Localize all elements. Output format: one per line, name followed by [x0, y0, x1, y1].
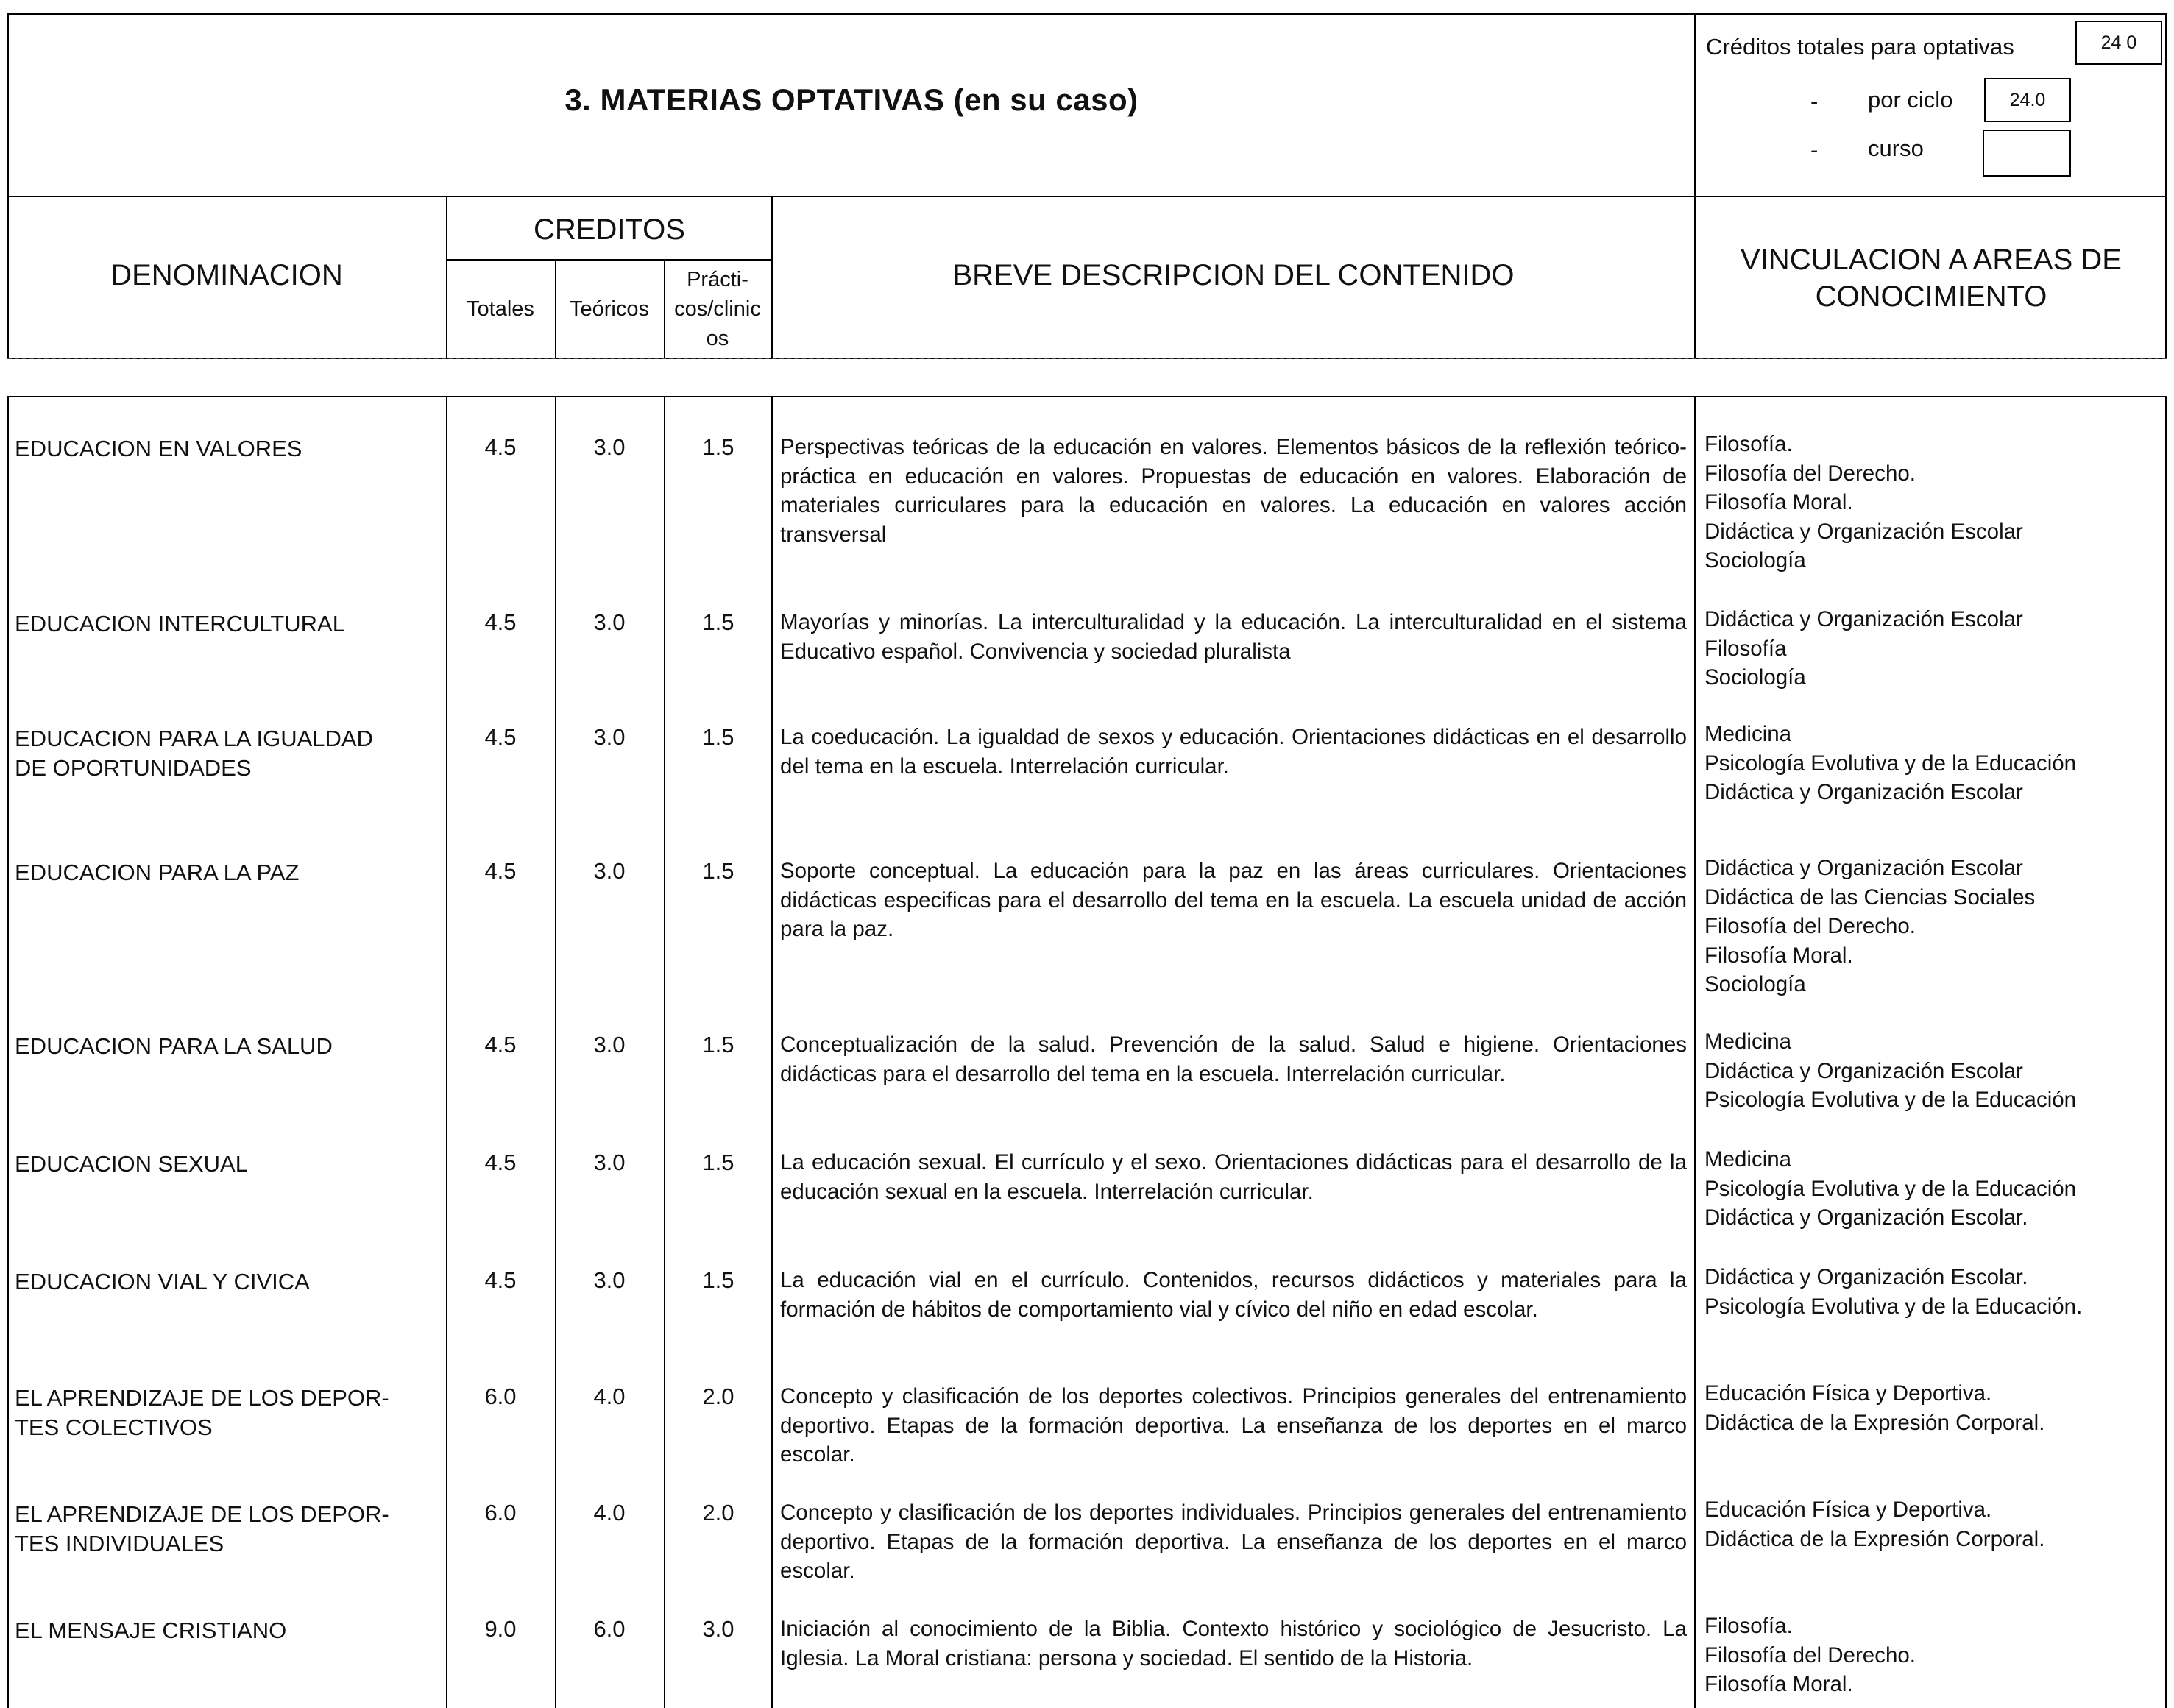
subject-name	[15, 724, 427, 783]
credits-totales: 4.5	[484, 434, 517, 460]
subject-name	[15, 434, 427, 464]
credits-practicos: 1.5	[702, 1149, 734, 1175]
subject-name-line: EL APRENDIZAJE DE LOS DEPOR-	[15, 1385, 389, 1411]
subject-name-line: TES INDIVIDUALES	[15, 1531, 224, 1556]
knowledge-area-item: Filosofía.	[1704, 1614, 1793, 1638]
knowledge-area-item: Medicina	[1704, 722, 1792, 746]
credits-totales: 4.5	[484, 1032, 517, 1057]
body-left-border	[7, 396, 9, 1708]
knowledge-area-item: Didáctica y Organización Escolar	[1704, 856, 2023, 880]
subject-description: La coeducación. La igualdad de sexos y educación. Orientaciones didácticas en el desarrollo del tema en la escuela. Interrelación curricular.	[780, 725, 1687, 779]
knowledge-area-item: Filosofía Moral.	[1704, 1672, 1853, 1696]
credits-practicos: 1.5	[702, 858, 734, 884]
col-header-vinculacion-line1: VINCULACION A AREAS DE	[1741, 244, 2122, 276]
body-divider-1	[446, 396, 447, 1708]
credits-teoricos: 3.0	[593, 1149, 626, 1175]
credits-totales: 4.5	[484, 609, 517, 635]
credits-total-value: 24 0	[2075, 21, 2162, 65]
knowledge-area-item: Filosofía Moral.	[1704, 943, 1853, 968]
knowledge-area-item: Didáctica y Organización Escolar.	[1704, 1205, 2028, 1230]
subject-name	[15, 1500, 427, 1559]
credits-totales: 4.5	[484, 724, 517, 750]
credits-totales: 6.0	[484, 1500, 517, 1525]
subject-name	[15, 1383, 427, 1442]
knowledge-area-item: Didáctica y Organización Escolar	[1704, 607, 2023, 631]
credits-practicos: 3.0	[702, 1616, 734, 1642]
body-divider-4	[771, 396, 773, 1708]
knowledge-areas	[1704, 720, 2161, 807]
credits-totales: 6.0	[484, 1383, 517, 1409]
col-header-denominacion: DENOMINACION	[110, 259, 343, 291]
credits-practicos: 1.5	[702, 724, 734, 750]
body-top-border	[7, 396, 2167, 397]
subject-description: Soporte conceptual. La educación para la paz en las áreas curriculares. Orientaciones didácticas especificas para el desarrollo del tema en la escuela. La escuela unidad de acción para la paz.	[780, 859, 1687, 941]
credits-practicos: 1.5	[702, 1267, 734, 1293]
per-cycle-label: por ciclo	[1868, 87, 1953, 113]
credits-practicos: 2.0	[702, 1500, 734, 1525]
subject-description: Iniciación al conocimiento de la Biblia. Contexto histórico y sociológico de Jesucristo. La Iglesia. La Moral cristiana: persona y sociedad. El sentido de la Historia.	[780, 1617, 1687, 1670]
knowledge-area-item: Psicología Evolutiva y de la Educación.	[1704, 1294, 2083, 1319]
subject-name	[15, 1032, 427, 1061]
subject-description: Concepto y clasificación de los deportes individuales. Principios generales del entrenamiento deportivo. Etapas de la formación deportiva. La enseñanza de los deportes en el marco escolar.	[780, 1500, 1687, 1583]
col-header-creditos: CREDITOS	[534, 213, 685, 246]
col-header-practicos-line2: cos/clinic	[674, 297, 761, 321]
knowledge-area-item: Didáctica y Organización Escolar	[1704, 780, 2023, 804]
subject-description: Concepto y clasificación de los deportes colectivos. Principios generales del entrenamiento deportivo. Etapas de la formación deportiva. La enseñanza de los deportes en el marco escolar.	[780, 1384, 1687, 1467]
col-header-descripcion: BREVE DESCRIPCION DEL CONTENIDO	[952, 259, 1515, 291]
subject-name-line: EDUCACION PARA LA PAZ	[15, 860, 300, 885]
subject-description: La educación sexual. El currículo y el sexo. Orientaciones didácticas para el desarrollo de la educación sexual en la escuela. Interrelación curricular.	[780, 1150, 1687, 1204]
col-header-practicos	[664, 265, 771, 353]
knowledge-areas	[1704, 1027, 2161, 1115]
knowledge-area-item: Didáctica de la Expresión Corporal.	[1704, 1410, 2045, 1435]
subject-description: Perspectivas teóricas de la educación en valores. Elementos básicos de la reflexión teórico-práctica en educación en valores. Propuestas de educación en valores. Elaboración de materiales curriculares para la educación en valores. La educación en valores acción transversal	[780, 435, 1687, 547]
knowledge-areas	[1704, 1379, 2161, 1437]
credits-totales: 4.5	[484, 1267, 517, 1293]
credits-teoricos: 3.0	[593, 858, 626, 884]
knowledge-area-item: Didáctica y Organización Escolar.	[1704, 1265, 2028, 1289]
subject-name	[15, 609, 427, 639]
subject-description: Mayorías y minorías. La interculturalidad y la educación. La interculturalidad en el sistema Educativo español. Convivencia y sociedad pluralista	[780, 610, 1687, 664]
knowledge-area-item: Medicina	[1704, 1030, 1792, 1054]
credits-teoricos: 3.0	[593, 609, 626, 635]
knowledge-area-item: Educación Física y Deportiva.	[1704, 1498, 1992, 1522]
knowledge-area-item: Didáctica de las Ciencias Sociales	[1704, 885, 2036, 910]
per-cycle-dash: -	[1810, 88, 1819, 114]
knowledge-area-item: Didáctica de la Expresión Corporal.	[1704, 1526, 2045, 1551]
knowledge-area-item: Medicina	[1704, 1147, 1792, 1172]
col-header-totales: Totales	[467, 297, 534, 321]
knowledge-areas	[1704, 1612, 2161, 1699]
knowledge-area-item: Sociología	[1704, 665, 1806, 690]
knowledge-area-item: Filosofía.	[1704, 432, 1793, 456]
creditos-underline	[446, 259, 773, 261]
body-divider-3	[664, 396, 665, 1708]
col-header-vinculacion-line2: CONOCIMIENTO	[1815, 280, 2047, 313]
header-bottom-dash	[7, 358, 2167, 359]
knowledge-area-item: Psicología Evolutiva y de la Educación	[1704, 1176, 2077, 1201]
knowledge-areas	[1704, 1263, 2161, 1321]
credits-teoricos: 4.0	[593, 1383, 626, 1409]
knowledge-areas	[1704, 1145, 2161, 1233]
knowledge-area-item: Filosofía Moral.	[1704, 490, 1853, 514]
col-header-teoricos: Teóricos	[570, 297, 649, 321]
knowledge-area-item: Psicología Evolutiva y de la Educación	[1704, 751, 2077, 776]
knowledge-area-item: Filosofía del Derecho.	[1704, 1643, 1916, 1668]
knowledge-area-item: Didáctica y Organización Escolar	[1704, 1058, 2023, 1083]
subject-name-line: EDUCACION SEXUAL	[15, 1151, 248, 1177]
subject-name	[15, 858, 427, 887]
credits-practicos: 1.5	[702, 609, 734, 635]
per-course-value	[1983, 130, 2071, 177]
col-header-vinculacion	[1696, 241, 2167, 315]
credits-totales: 9.0	[484, 1616, 517, 1642]
subject-name-line: EDUCACION VIAL Y CIVICA	[15, 1269, 310, 1294]
subject-name-line: EDUCACION PARA LA SALUD	[15, 1033, 333, 1059]
credits-teoricos: 3.0	[593, 434, 626, 460]
knowledge-area-item: Filosofía del Derecho.	[1704, 461, 1916, 486]
knowledge-areas	[1704, 430, 2161, 575]
credits-teoricos: 4.0	[593, 1500, 626, 1525]
credits-practicos: 1.5	[702, 1032, 734, 1057]
knowledge-area-item: Didáctica y Organización Escolar	[1704, 519, 2023, 544]
knowledge-area-item: Filosofía del Derecho.	[1704, 914, 1916, 938]
per-cycle-value: 24.0	[1984, 78, 2071, 122]
subject-name	[15, 1616, 427, 1645]
credits-totales: 4.5	[484, 1149, 517, 1175]
header-divider	[7, 196, 2167, 197]
knowledge-area-item: Sociología	[1704, 972, 1806, 996]
subject-name	[15, 1267, 427, 1297]
credits-practicos: 2.0	[702, 1383, 734, 1409]
knowledge-area-item: Filosofía	[1704, 636, 1787, 661]
knowledge-area-item: Educación Física y Deportiva.	[1704, 1381, 1992, 1406]
subject-name-line: DE OPORTUNIDADES	[15, 755, 252, 781]
subject-name-line: EDUCACION EN VALORES	[15, 436, 302, 461]
col-header-practicos-line1: Prácti-	[687, 268, 748, 291]
credits-practicos: 1.5	[702, 434, 734, 460]
credits-totales: 4.5	[484, 858, 517, 884]
subject-name-line: EL MENSAJE CRISTIANO	[15, 1617, 287, 1643]
knowledge-area-item: Psicología Evolutiva y de la Educación	[1704, 1088, 2077, 1112]
credits-total-label: Créditos totales para optativas	[1706, 34, 2014, 60]
subject-name-line: EDUCACION PARA LA IGUALDAD	[15, 726, 373, 751]
body-divider-2	[555, 396, 556, 1708]
credits-teoricos: 6.0	[593, 1616, 626, 1642]
subject-description: Conceptualización de la salud. Prevención de la salud. Salud e higiene. Orientaciones didácticas para el desarrollo del tema en la escuela. Interrelación curricular.	[780, 1032, 1687, 1086]
subject-name-line: EL APRENDIZAJE DE LOS DEPOR-	[15, 1501, 389, 1527]
knowledge-areas	[1704, 1495, 2161, 1553]
body-right-border	[2165, 396, 2167, 1708]
per-course-label: curso	[1868, 135, 1924, 161]
credits-teoricos: 3.0	[593, 1267, 626, 1293]
knowledge-area-item: Sociología	[1704, 548, 1806, 573]
subject-name	[15, 1149, 427, 1179]
subject-name-line: EDUCACION INTERCULTURAL	[15, 611, 345, 637]
credits-teoricos: 3.0	[593, 1032, 626, 1057]
knowledge-areas	[1704, 854, 2161, 999]
col-header-practicos-line3: os	[706, 327, 729, 350]
per-course-dash: -	[1810, 137, 1819, 163]
knowledge-areas	[1704, 605, 2161, 692]
subject-name-line: TES COLECTIVOS	[15, 1414, 213, 1440]
subject-description: La educación vial en el currículo. Contenidos, recursos didácticos y materiales para la formación de hábitos de comportamiento vial y cívico del niño en edad escolar.	[780, 1268, 1687, 1322]
page-title: 3. MATERIAS OPTATIVAS (en su caso)	[564, 82, 1139, 117]
credits-teoricos: 3.0	[593, 724, 626, 750]
body-divider-5	[1694, 396, 1696, 1708]
